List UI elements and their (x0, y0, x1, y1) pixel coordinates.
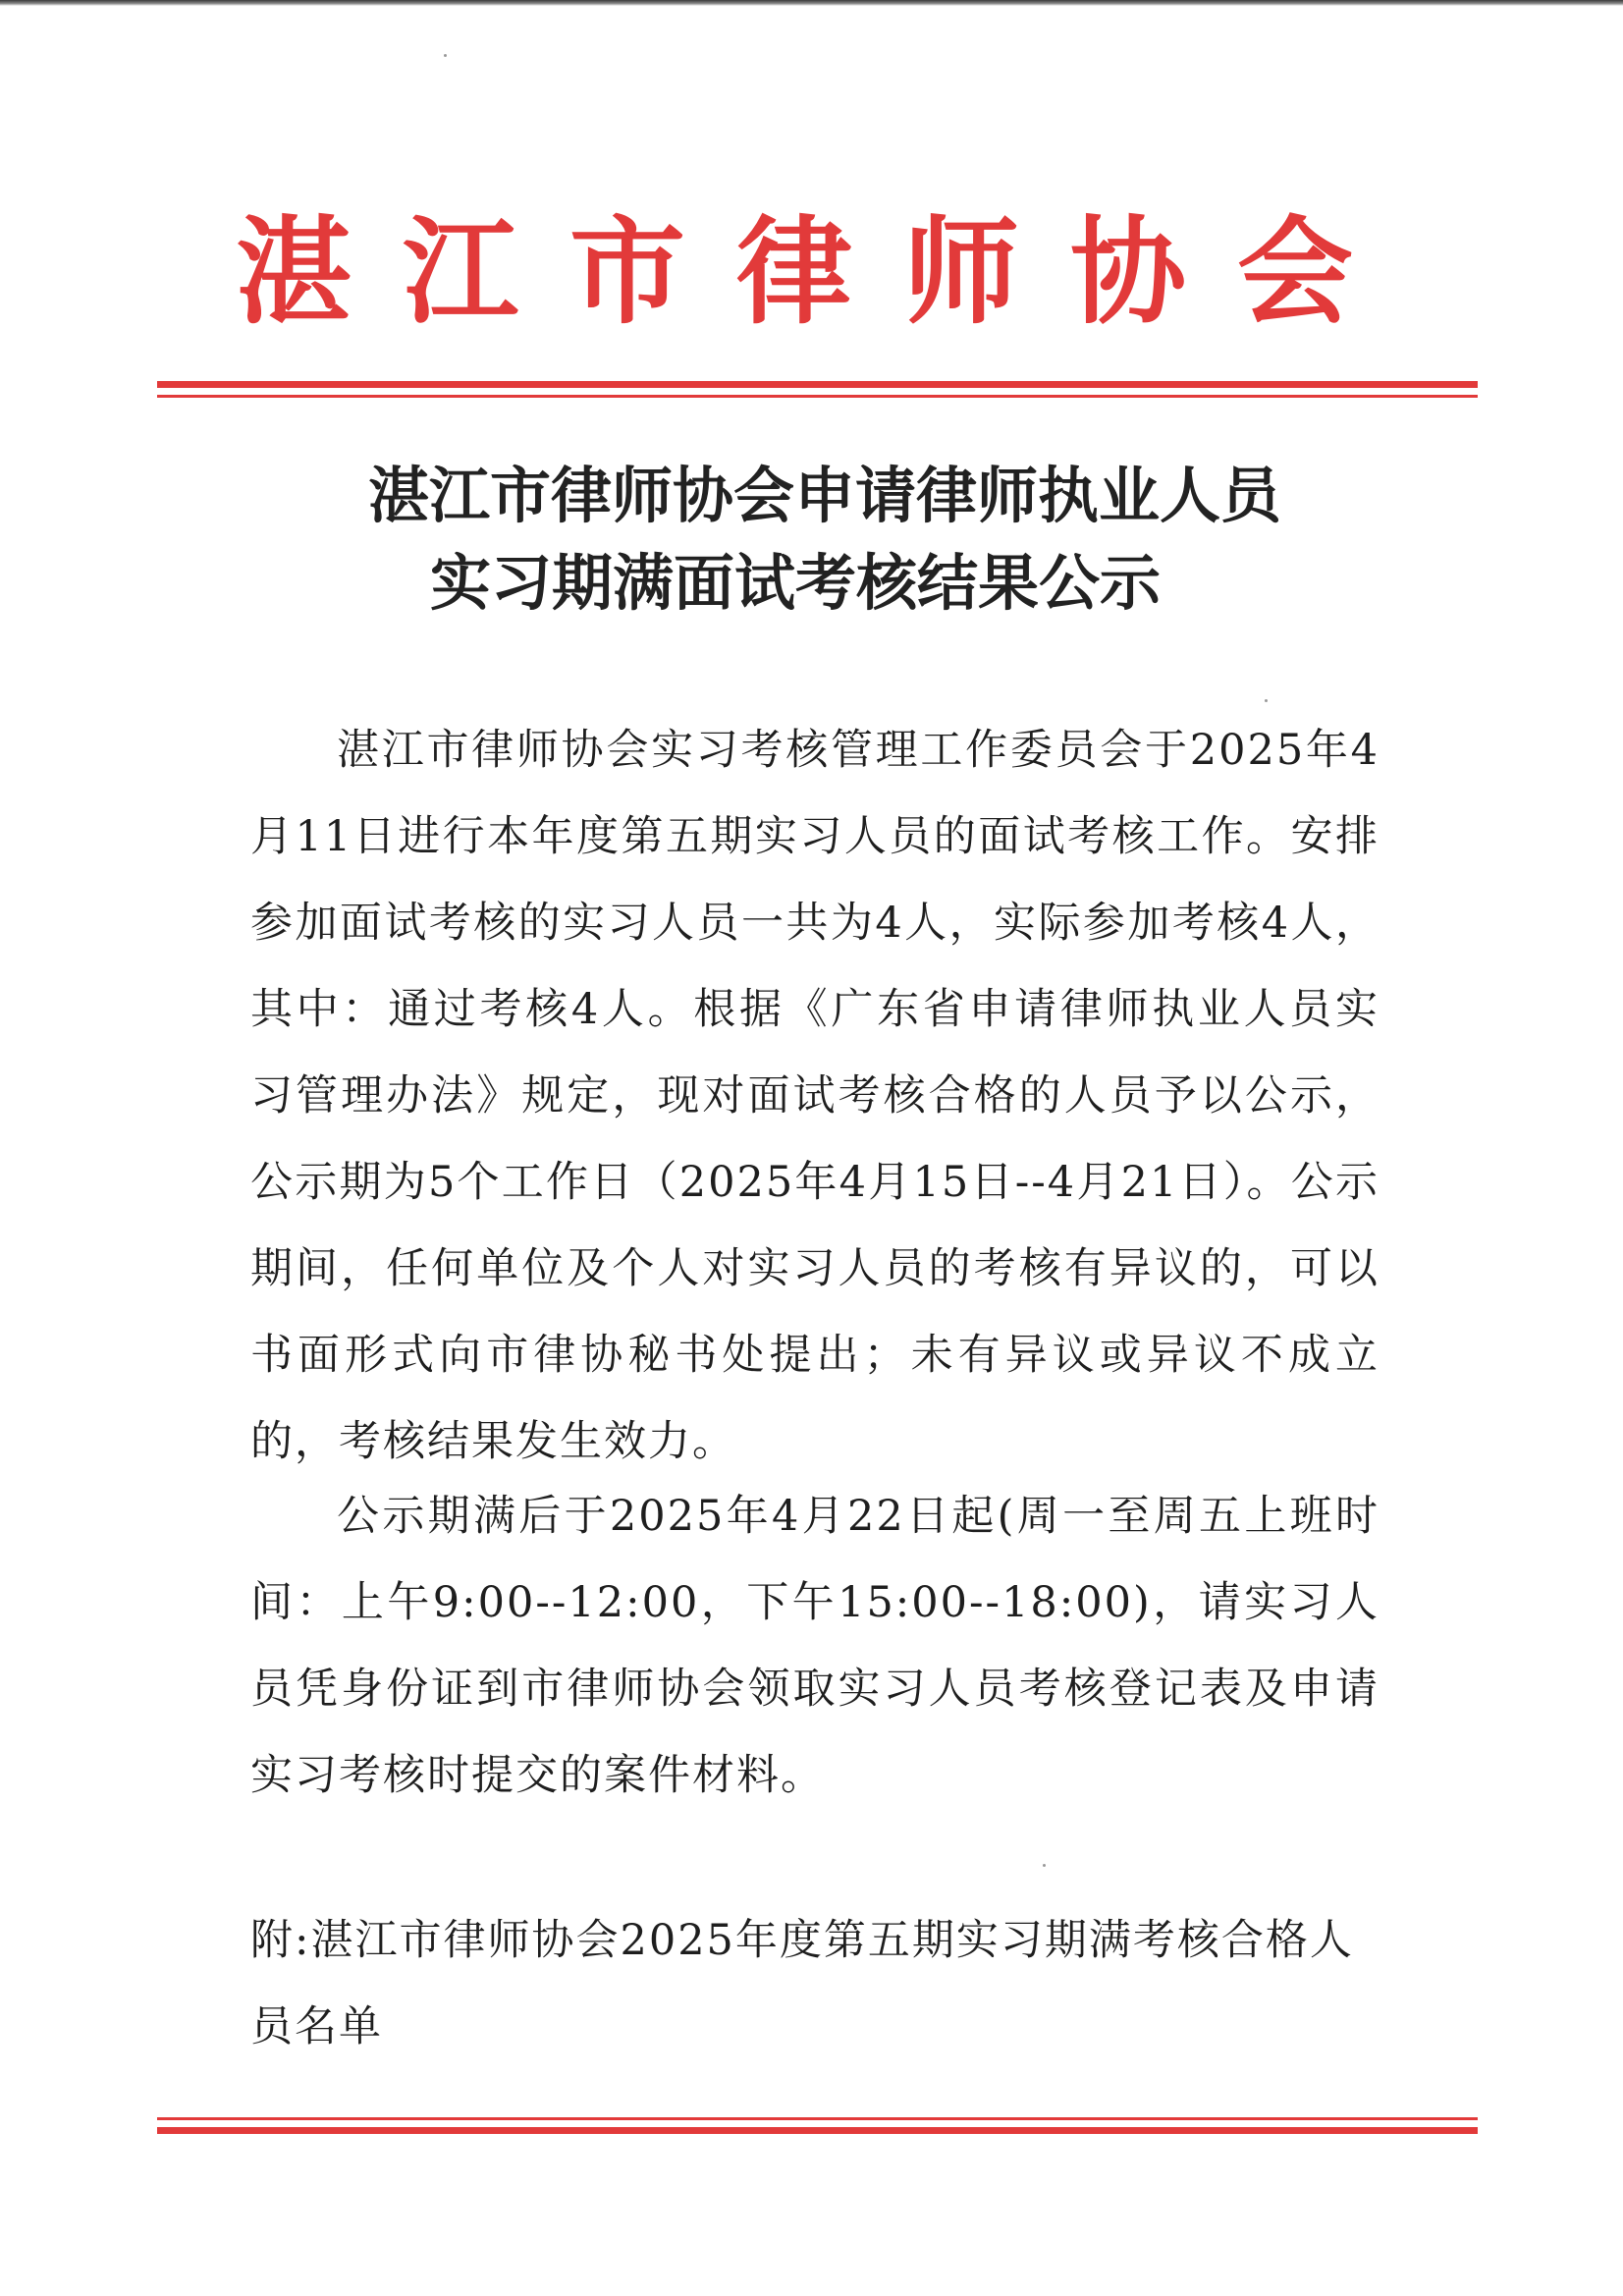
letterhead-rule-thick (157, 381, 1478, 388)
document-title-line2: 实习期满面试考核结果公示 (430, 547, 1162, 619)
document-title-line1: 湛江市律师协会申请律师执业人员 (368, 460, 1282, 531)
scan-speck (1265, 699, 1268, 702)
body-paragraph-1 (250, 707, 1380, 1485)
attachment-note (250, 1897, 1380, 2070)
footer-rule-thin (157, 2117, 1478, 2120)
scan-top-edge (0, 0, 1623, 6)
body-paragraph-2-text: 公示期满后于2025年4月22日起(周一至周五上班时间：上午9:00--12:00，下午15:00--18:00)，请实习人员凭身份证到市律师协会领取实习人员考核登记表及申请实习考核时提交的案件材料。 (250, 1492, 1380, 1800)
scan-speck (444, 54, 447, 57)
letterhead-rule-thin (157, 395, 1478, 398)
footer-rule-thick (157, 2127, 1478, 2134)
scan-speck (1043, 1864, 1046, 1867)
attachment-note-text: 附:湛江市律师协会2025年度第五期实习期满考核合格人员名单 (250, 1916, 1354, 2051)
letterhead-org-name: 湛江市律师协会 (235, 204, 1404, 340)
body-paragraph-2 (250, 1473, 1380, 1819)
body-paragraph-1-text: 湛江市律师协会实习考核管理工作委员会于2025年4月11日进行本年度第五期实习人员的面试考核工作。安排参加面试考核的实习人员一共为4人，实际参加考核4人，其中：通过考核4人。根据《广东省申请律师执业人员实习管理办法》规定，现对面试考核合格的人员予以公示，公示期为5个工作日（2025年4月15日--4月21日）。公示期间，任何单位及个人对实习人员的考核有异议的，可以书面形式向市律协秘书处提出；未有异议或异议不成立的，考核结果发生效力。 (250, 726, 1380, 1466)
